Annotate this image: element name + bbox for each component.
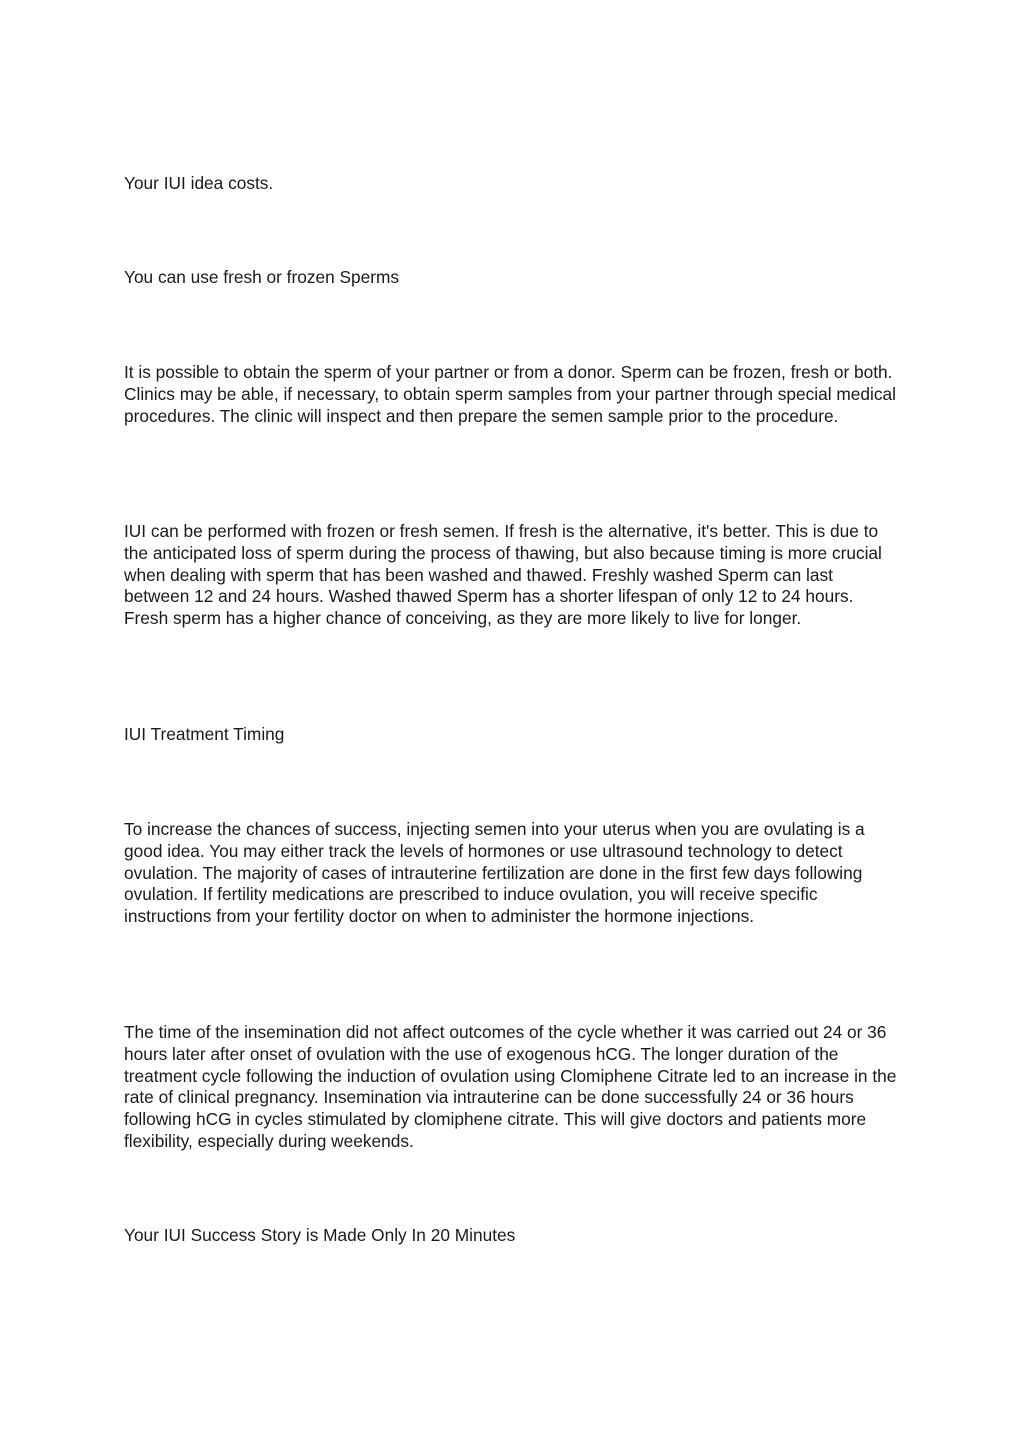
heading-treatment-timing: IUI Treatment Timing — [124, 724, 285, 744]
heading-iui-idea-costs: Your IUI idea costs. — [124, 173, 274, 193]
heading-fresh-or-frozen-sperms: You can use fresh or frozen Sperms — [124, 267, 400, 287]
paragraph-sperm-sources: It is possible to obtain the sperm of your partner or from a donor. Sperm can be frozen, fresh or both. Clinics may be able, if necessary, to obtain sperm samples from your partner through special medical procedures. The clinic will inspect and then prepare the semen sample prior to the procedure. — [124, 362, 896, 426]
paragraph-ovulation-timing: To increase the chances of success, injecting semen into your uterus when you are ovulating is a good idea. You may either track the levels of hormones or use ultrasound technology to detect ovulation. The majority of cases of intrauterine fertilization are done in the first few days following ovulation. If fertility medications are prescribed to induce ovulation, you will receive specific instructions from your fertility doctor on when to administer the hormone injections. — [124, 819, 865, 927]
paragraph-frozen-vs-fresh: IUI can be performed with frozen or fresh semen. If fresh is the alternative, it's better. This is due to the anticipated loss of sperm during the process of thawing, but also because timing is more crucial when dealing with sperm that has been washed and thawed. Freshly washed Sperm can last between 12 and 24 hours. Washed thawed Sperm has a shorter lifespan of only 12 to 24 hours. Fresh sperm has a higher chance of conceiving, as they are more likely to live for longer. — [124, 521, 882, 629]
paragraph-insemination-timing: The time of the insemination did not affect outcomes of the cycle whether it was carried out 24 or 36 hours later after onset of ovulation with the use of exogenous hCG. The longer duration of the treatment cycle following the induction of ovulation using Clomiphene Citrate led to an increase in the rate of clinical pregnancy. Insemination via intrauterine can be done successfully 24 or 36 hours following hCG in cycles stimulated by clomiphene citrate. This will give doctors and patients more flexibility, especially during weekends. — [124, 1022, 897, 1151]
heading-success-story: Your IUI Success Story is Made Only In 20 Minutes — [124, 1225, 516, 1245]
